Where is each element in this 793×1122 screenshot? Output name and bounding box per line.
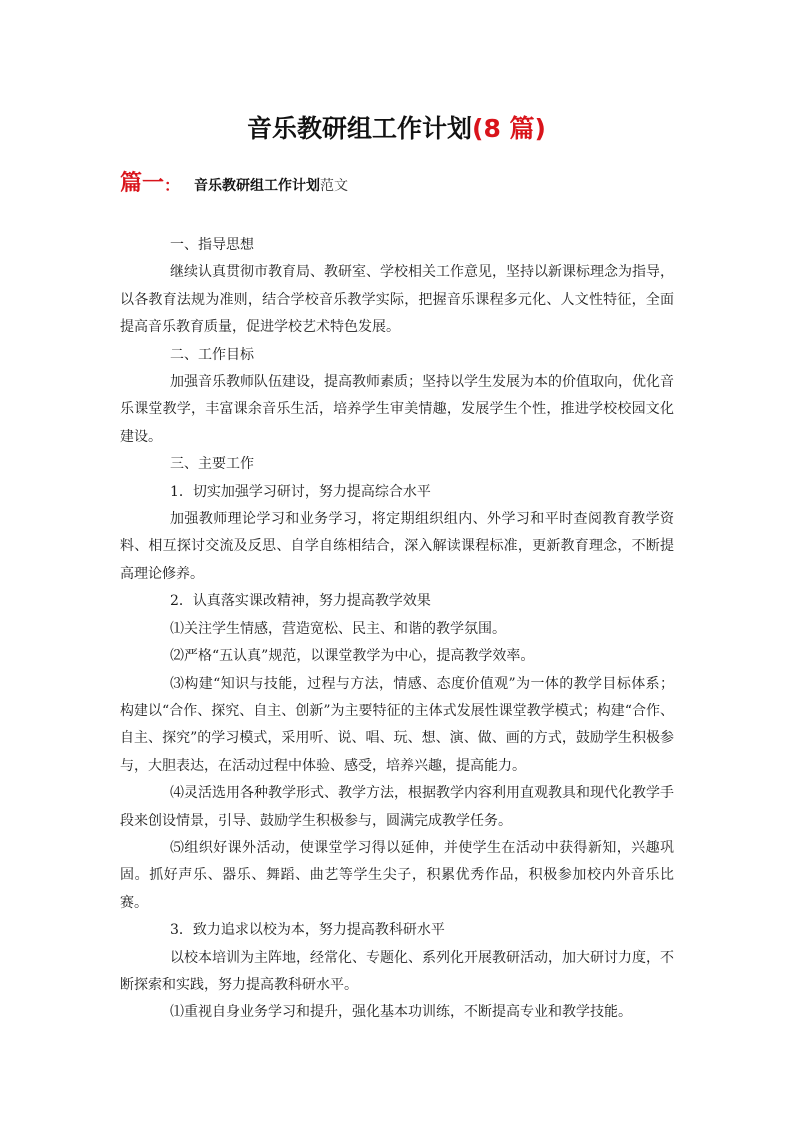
list-item: ⑵严格“五认真”规范，以课堂教学为中心，提高教学效率。 (170, 648, 535, 665)
section-label: 篇一 (120, 171, 165, 196)
section-suffix: 范文 (320, 178, 349, 194)
subheading: 1．切实加强学习研讨，努力提高综合水平 (170, 483, 431, 500)
section-heading (120, 168, 348, 198)
paragraph: 加强教师理论学习和业务学习，将定期组织组内、外学习和平时查阅教育教学资料、相互探讨交流及反思、自学自练相结合，深入解读课程标准，更新教育理念，不断提高理论修养。 (120, 511, 674, 582)
list-item: ⑴关注学生情感，营造宽松、民主、和谐的教学氛围。 (170, 620, 506, 637)
paragraph: 继续认真贯彻市教育局、教研室、学校相关工作意见，坚持以新课标理念为指导，以各教育法规为准则，结合学校音乐教学实际，把握音乐课程多元化、人文性特征，全面提高音乐教育质量，促进学校艺术特色发展。 (120, 264, 674, 336)
section-colon: ： (164, 176, 181, 195)
paragraph: 以校本培训为主阵地，经常化、专题化、系列化开展教研活动，加大研讨力度，不断探索和实践，努力提高教科研水平。 (120, 949, 674, 993)
list-item: ⑶构建“知识与技能，过程与方法，情感、态度价值观”为一体的教学目标体系；构建以“合作、探究、自主、创新”为主要特征的主体式发展性课堂教学模式；构建“合作、自主、探究”的学习模式，采用听、说、唱、玩、想、演、做、画的方式，鼓励学生积极参与，大胆表达，在活动过程中体验、感受，培养兴趣，提高能力。 (120, 675, 674, 774)
document-body (120, 232, 674, 1027)
heading-main-work: 三、主要工作 (170, 456, 254, 473)
document-title (0, 112, 793, 146)
heading-work-goals: 二、工作目标 (170, 346, 254, 363)
title-count: (8 篇) (472, 114, 546, 143)
paragraph: 加强音乐教师队伍建设，提高教师素质；坚持以学生发展为本的价值取向，优化音乐课堂教学，丰富课余音乐生活，培养学生审美情趣，发展学生个性，推进学校校园文化建设。 (120, 374, 674, 445)
list-item: ⑸组织好课外活动，使课堂学习得以延伸，并使学生在活动中获得新知，兴趣巩固。抓好声乐、器乐、舞蹈、曲艺等学生尖子，积累优秀作品，积极参加校内外音乐比赛。 (120, 839, 674, 911)
subheading: 3．致力追求以校为本，努力提高教科研水平 (170, 922, 445, 939)
section-name: 音乐教研组工作计划 (194, 178, 321, 194)
title-main: 音乐教研组工作计划 (247, 114, 473, 143)
subheading: 2．认真落实课改精神，努力提高教学效果 (170, 593, 431, 610)
list-item: ⑷灵活选用各种教学形式、教学方法，根据教学内容利用直观教具和现代化教学手段来创设情景，引导、鼓励学生积极参与，圆满完成教学任务。 (120, 785, 674, 829)
list-item: ⑴重视自身业务学习和提升，强化基本功训练，不断提高专业和教学技能。 (170, 1004, 632, 1021)
heading-guiding-ideology: 一、指导思想 (170, 237, 254, 253)
